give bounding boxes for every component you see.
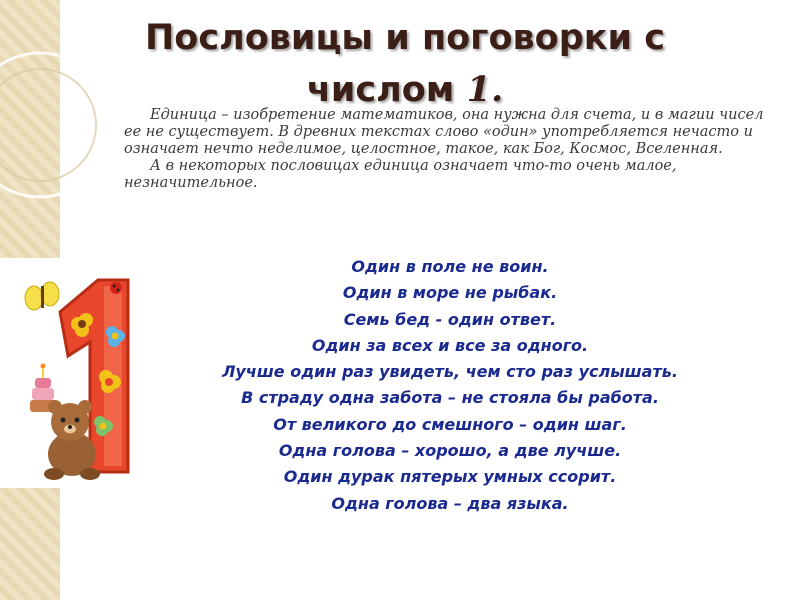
proverb-item: Одна голова – хорошо, а две лучше.	[278, 441, 622, 461]
title-line-1: Пословицы и поговорки с	[145, 18, 665, 58]
proverb-item: Лучше один раз увидеть, чем сто раз услышать.	[222, 362, 678, 382]
proverb-item: В страду одна забота – не стояла бы работа.	[241, 388, 659, 408]
title-line-2: числом	[306, 70, 455, 110]
proverb-item: Одна голова – два языка.	[331, 493, 569, 513]
proverb-item: От великого до смешного – один шаг.	[273, 414, 627, 434]
proverbs-list	[150, 254, 750, 517]
proverb-item: Семь бед - один ответ.	[343, 309, 557, 329]
number-one-illustration	[20, 272, 150, 492]
proverb-item: Один дурак пятерых умных ссорит.	[283, 467, 617, 487]
strip-pattern-top	[0, 0, 60, 258]
ladybug-icon	[110, 282, 122, 294]
strip-pattern-bottom	[0, 488, 60, 600]
proverb-item: Один за всех и все за одного.	[311, 335, 589, 355]
intro-paragraph: Единица – изобретение математиков, она нужна для счета, и в магии чисел ее не существует. В древних текстах слово «один» употребляется нечасто и означает нечто неделимое, целостное, такое, как Бог, Космос, Вселенная.	[124, 107, 764, 157]
slide-title	[60, 12, 750, 116]
proverb-item: Один в море не рыбак.	[342, 283, 558, 303]
intro-paragraph: А в некоторых пословицах единица означает что-то очень малое, незначительное.	[124, 158, 677, 191]
intro-text	[124, 107, 766, 192]
title-number: 1.	[466, 69, 504, 110]
proverb-item: Один в поле не воин.	[351, 257, 549, 276]
butterfly-icon	[25, 282, 59, 310]
